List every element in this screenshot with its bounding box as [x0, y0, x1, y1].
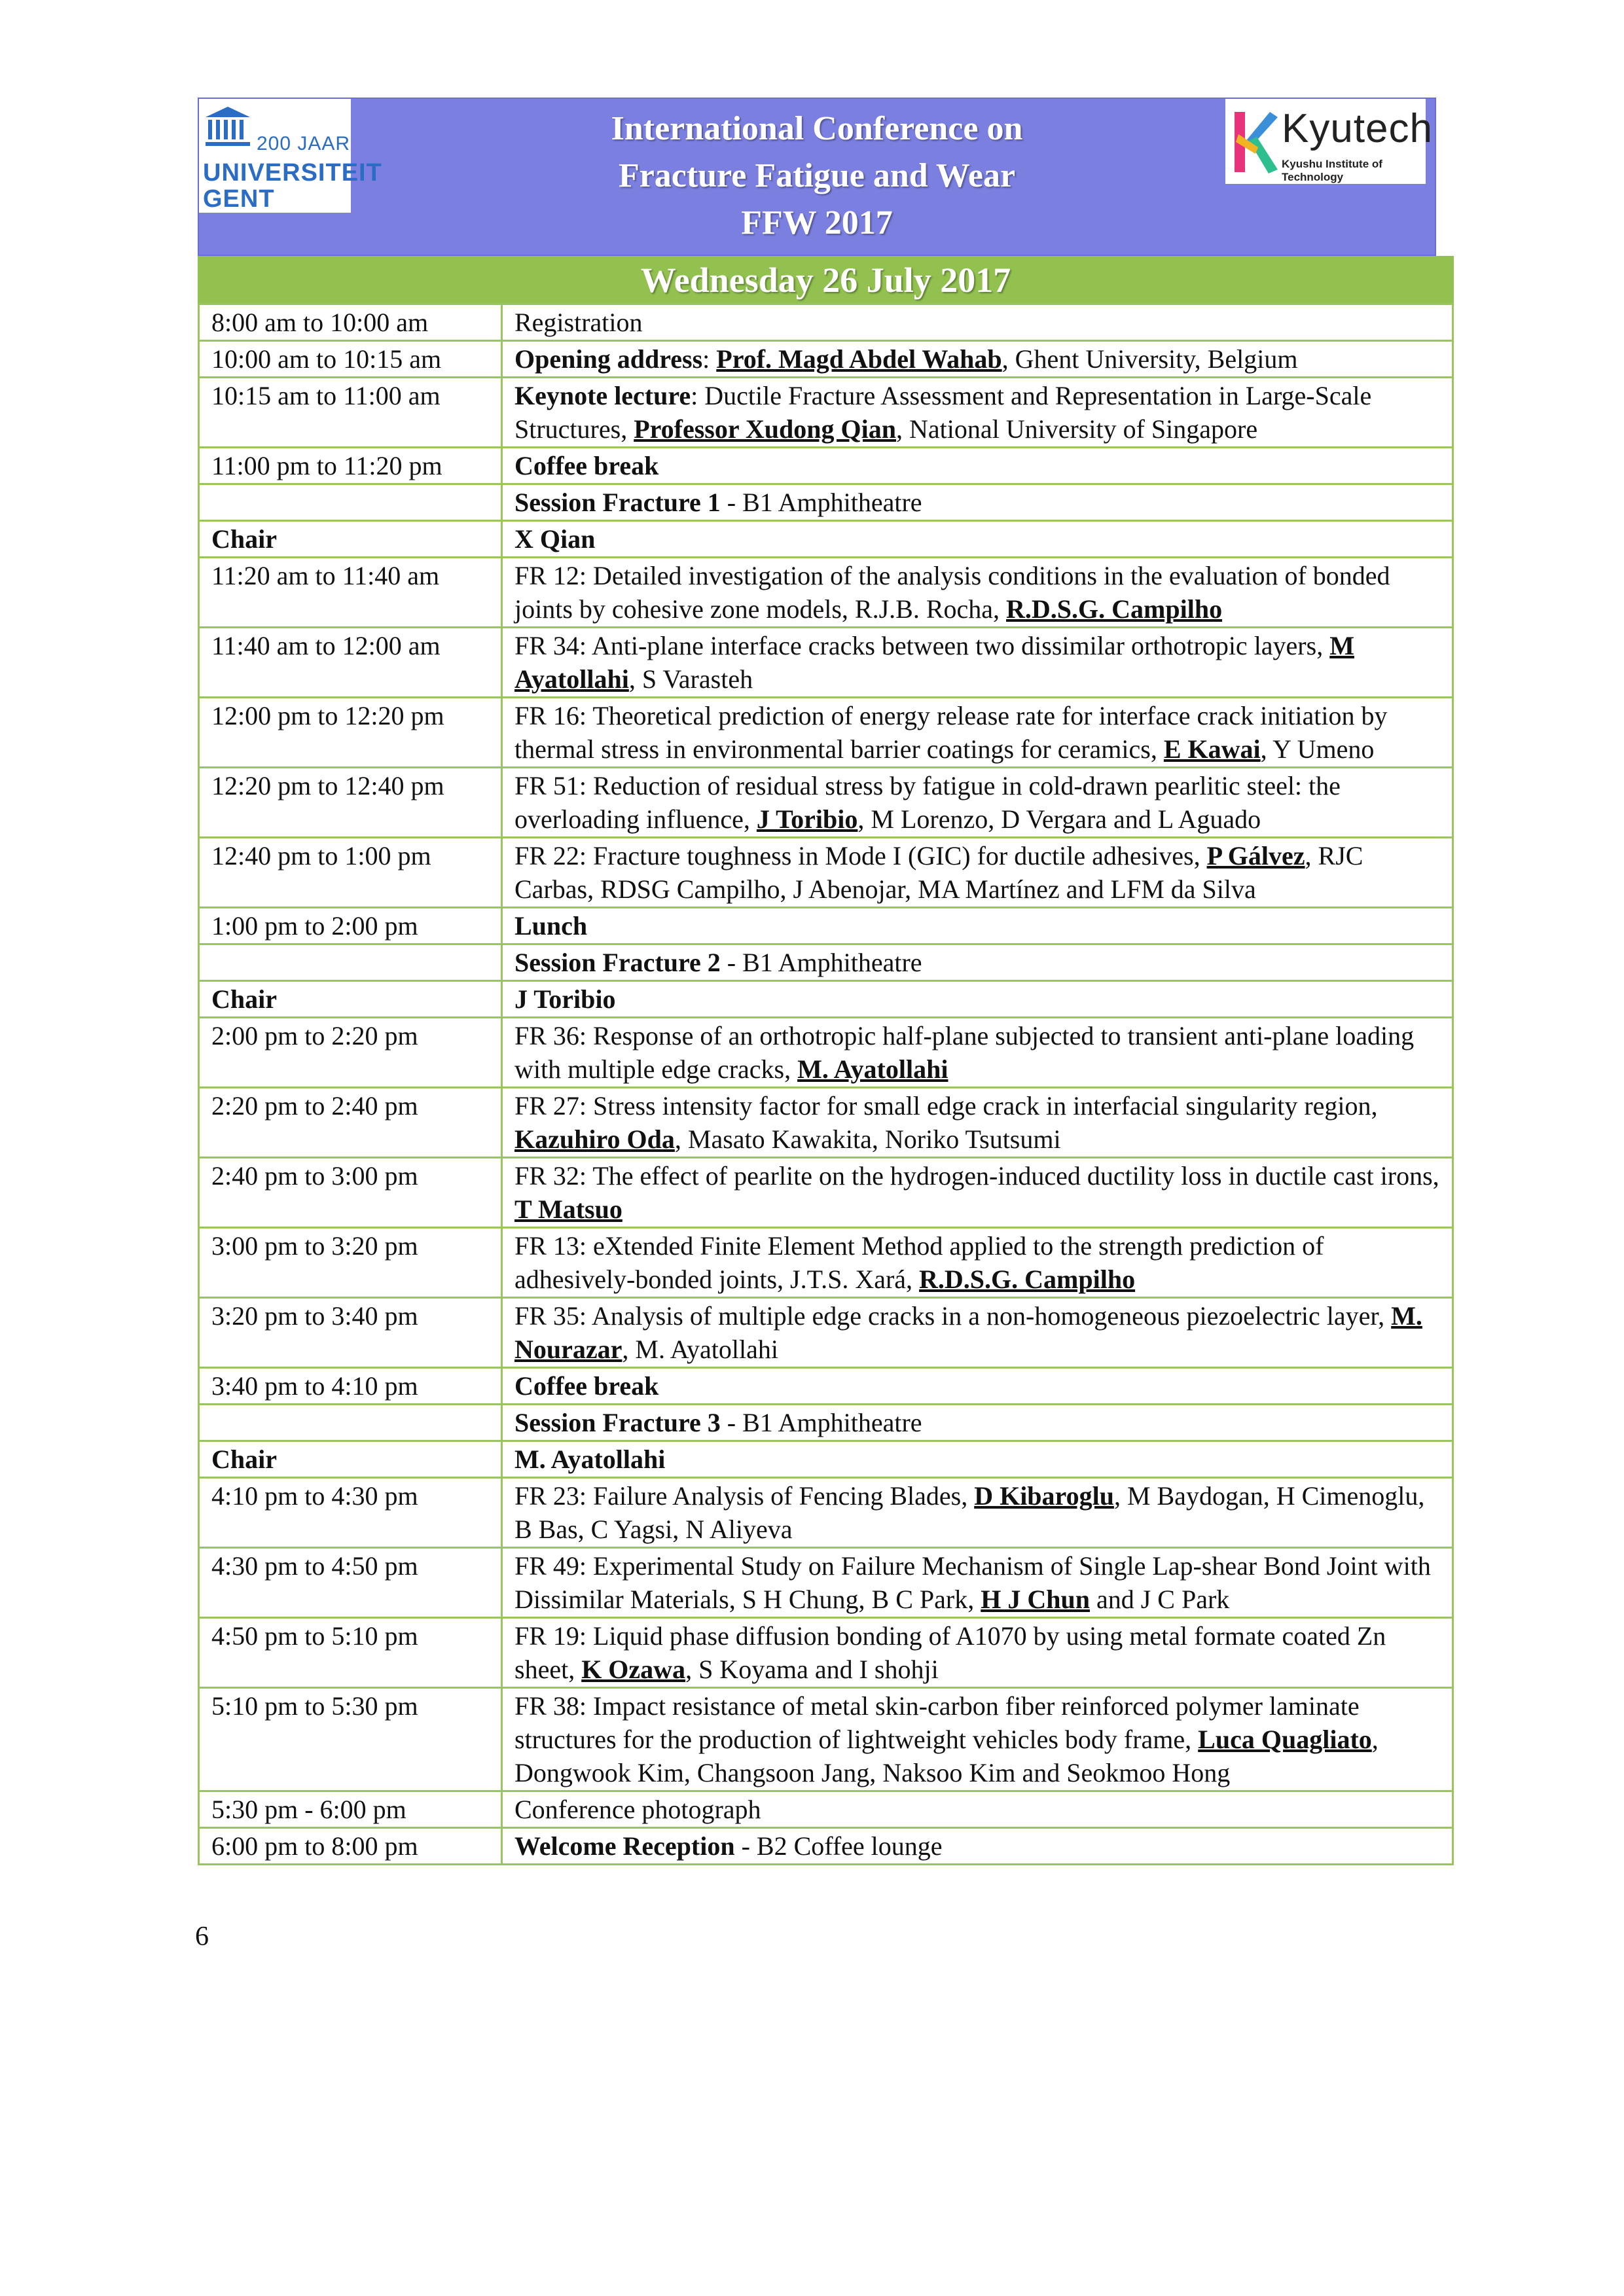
schedule-row — [199, 1478, 1453, 1548]
description-text: , S Koyama and I shohji — [685, 1655, 939, 1684]
description-cell — [502, 378, 1453, 448]
presenter-name: Prof. Magd Abdel Wahab — [716, 344, 1002, 374]
schedule-row — [199, 484, 1453, 521]
bold-label: M. Ayatollahi — [514, 1444, 666, 1474]
description-text: FR 35: Analysis of multiple edge cracks in a non-homogeneous piezoelectric layer, — [514, 1301, 1392, 1331]
time-cell: 8:00 am to 10:00 am — [199, 304, 502, 341]
bold-label: Opening address — [514, 344, 703, 374]
description-cell — [502, 1828, 1453, 1865]
presenter-name: Professor Xudong Qian — [634, 414, 896, 444]
bold-label: X Qian — [514, 524, 596, 554]
description-text: FR 23: Failure Analysis of Fencing Blades, — [514, 1481, 975, 1511]
description-cell — [502, 1368, 1453, 1405]
description-cell — [502, 1688, 1453, 1791]
presenter-name: R.D.S.G. Campilho — [919, 1265, 1136, 1294]
schedule-row — [199, 1405, 1453, 1441]
schedule-row — [199, 448, 1453, 484]
conference-banner — [198, 98, 1436, 256]
schedule-row — [199, 1441, 1453, 1478]
kyutech-k-mark-icon — [1229, 108, 1279, 176]
time-cell: 2:20 pm to 2:40 pm — [199, 1088, 502, 1158]
schedule-row — [199, 1228, 1453, 1298]
time-cell: 12:00 pm to 12:20 pm — [199, 698, 502, 768]
description-text: FR 34: Anti-plane interface cracks between two dissimilar orthotropic layers, — [514, 631, 1330, 660]
presenter-name: T Matsuo — [514, 1194, 623, 1224]
description-text: , RJC Carbas, RDSG Campilho, J Abenojar, MA Martínez and LFM da Silva — [514, 841, 1363, 904]
time-cell: 12:40 pm to 1:00 pm — [199, 838, 502, 908]
logo-university-text: UNIVERSITEIT — [203, 159, 382, 187]
time-cell: 11:20 am to 11:40 am — [199, 558, 502, 628]
schedule-row — [199, 1548, 1453, 1618]
description-cell — [502, 1441, 1453, 1478]
schedule-row — [199, 1828, 1453, 1865]
time-cell: 10:15 am to 11:00 am — [199, 378, 502, 448]
bold-label: Session Fracture 1 — [514, 488, 721, 517]
schedule-row — [199, 628, 1453, 698]
description-cell — [502, 304, 1453, 341]
time-cell: 3:40 pm to 4:10 pm — [199, 1368, 502, 1405]
description-text: FR 22: Fracture toughness in Mode I (GIC) for ductile adhesives, — [514, 841, 1207, 870]
bold-label: J Toribio — [514, 984, 616, 1014]
time-cell: 10:00 am to 10:15 am — [199, 341, 502, 378]
bold-label: Coffee break — [514, 451, 659, 480]
schedule-row — [199, 558, 1453, 628]
description-text: , M. Ayatollahi — [622, 1335, 778, 1364]
description-cell — [502, 1618, 1453, 1688]
kyutech-name: Kyutech — [1282, 106, 1434, 151]
description-cell — [502, 698, 1453, 768]
kyutech-logo — [1225, 99, 1434, 184]
schedule-row — [199, 768, 1453, 838]
description-cell — [502, 1548, 1453, 1618]
schedule-row — [199, 304, 1453, 341]
description-text: and J C Park — [1089, 1585, 1230, 1614]
presenter-name: J Toribio — [756, 804, 858, 834]
time-cell: 4:10 pm to 4:30 pm — [199, 1478, 502, 1548]
schedule-row — [199, 838, 1453, 908]
schedule-row — [199, 1368, 1453, 1405]
description-cell — [502, 981, 1453, 1018]
schedule-row — [199, 1088, 1453, 1158]
presenter-name: K Ozawa — [581, 1655, 686, 1684]
description-text: - B1 Amphitheatre — [720, 1408, 922, 1437]
description-text: , M Baydogan, H Cimenoglu, B Bas, C Yagsi, N Aliyeva — [514, 1481, 1425, 1544]
schedule-row — [199, 521, 1453, 558]
description-cell — [502, 1405, 1453, 1441]
bold-label: Session Fracture 3 — [514, 1408, 721, 1437]
description-text: , National University of Singapore — [896, 414, 1258, 444]
presenter-name: Kazuhiro Oda — [514, 1124, 675, 1154]
description-text: FR 38: Impact resistance of metal skin-carbon fiber reinforced polymer laminate structures for the production of lightweight vehicles body frame, — [514, 1691, 1360, 1754]
description-text: : Ductile Fracture Assessment and Representation in Large-Scale Structures, — [514, 381, 1372, 444]
description-cell — [502, 1298, 1453, 1368]
time-cell: 3:00 pm to 3:20 pm — [199, 1228, 502, 1298]
bold-label: Lunch — [514, 911, 588, 941]
time-cell: Chair — [199, 981, 502, 1018]
description-text: - B2 Coffee lounge — [734, 1831, 943, 1861]
time-cell: 11:40 am to 12:00 am — [199, 628, 502, 698]
schedule-row — [199, 1791, 1453, 1828]
presenter-name: M. Nourazar — [514, 1301, 1422, 1364]
description-text: FR 13: eXtended Finite Element Method applied to the strength prediction of adhesively-bonded joints, J.T.S. Xará, — [514, 1231, 1324, 1294]
description-text: : — [702, 344, 717, 374]
time-cell: Chair — [199, 521, 502, 558]
presenter-name: R.D.S.G. Campilho — [1006, 594, 1223, 624]
time-cell: 5:30 pm - 6:00 pm — [199, 1791, 502, 1828]
logo-anniversary-text: 200 JAAR — [257, 133, 351, 154]
description-cell — [502, 484, 1453, 521]
day-header — [198, 256, 1454, 303]
schedule-row — [199, 908, 1453, 944]
bold-label: Welcome Reception — [514, 1831, 735, 1861]
bold-label: Keynote lecture — [514, 381, 691, 410]
title-line-3: FFW 2017 — [741, 204, 893, 242]
time-cell: Chair — [199, 1441, 502, 1478]
schedule-row — [199, 981, 1453, 1018]
description-cell — [502, 628, 1453, 698]
time-cell: 2:40 pm to 3:00 pm — [199, 1158, 502, 1228]
description-cell — [502, 1018, 1453, 1088]
description-cell — [502, 448, 1453, 484]
schedule-row — [199, 1618, 1453, 1688]
time-cell: 6:00 pm to 8:00 pm — [199, 1828, 502, 1865]
schedule-body — [199, 304, 1453, 1865]
time-cell: 1:00 pm to 2:00 pm — [199, 908, 502, 944]
description-text: FR 36: Response of an orthotropic half-plane subjected to transient anti-plane loading with multiple edge cracks, — [514, 1021, 1415, 1084]
bold-label: Coffee break — [514, 1371, 659, 1401]
description-text: , Y Umeno — [1260, 734, 1375, 764]
time-cell — [199, 1405, 502, 1441]
bold-label: Session Fracture 2 — [514, 948, 721, 977]
description-cell — [502, 768, 1453, 838]
description-cell — [502, 521, 1453, 558]
time-cell — [199, 944, 502, 981]
presenter-name: P Gálvez — [1206, 841, 1305, 870]
description-text: , Dongwook Kim, Changsoon Jang, Naksoo Kim and Seokmoo Hong — [514, 1725, 1379, 1787]
time-cell: 4:50 pm to 5:10 pm — [199, 1618, 502, 1688]
time-cell: 3:20 pm to 3:40 pm — [199, 1298, 502, 1368]
title-line-2: Fracture Fatigue and Wear — [618, 157, 1016, 194]
kyutech-subtitle: Kyushu Institute of Technology — [1282, 158, 1382, 183]
presenter-name: D Kibaroglu — [974, 1481, 1114, 1511]
description-text: - B1 Amphitheatre — [720, 488, 922, 517]
schedule-row — [199, 1158, 1453, 1228]
schedule-row — [199, 341, 1453, 378]
time-cell: 5:10 pm to 5:30 pm — [199, 1688, 502, 1791]
schedule-table — [198, 303, 1454, 1865]
time-cell: 4:30 pm to 4:50 pm — [199, 1548, 502, 1618]
description-text: FR 12: Detailed investigation of the analysis conditions in the evaluation of bonded joints by cohesive zone models, R.J.B. Rocha, — [514, 561, 1390, 624]
description-cell — [502, 1088, 1453, 1158]
description-text: FR 49: Experimental Study on Failure Mechanism of Single Lap-shear Bond Joint with Dissimilar Materials, S H Chung, B C Park, — [514, 1551, 1431, 1614]
description-cell — [502, 1158, 1453, 1228]
description-text: , S Varasteh — [628, 664, 753, 694]
schedule-row — [199, 1688, 1453, 1791]
description-cell — [502, 944, 1453, 981]
description-cell — [502, 908, 1453, 944]
description-text: Registration — [514, 308, 643, 337]
page-number: 6 — [195, 1922, 209, 1952]
description-cell — [502, 558, 1453, 628]
day-title: Wednesday 26 July 2017 — [640, 260, 1011, 300]
description-text: , M Lorenzo, D Vergara and L Aguado — [857, 804, 1261, 834]
schedule-row — [199, 944, 1453, 981]
schedule-row — [199, 698, 1453, 768]
description-text: FR 19: Liquid phase diffusion bonding of A1070 by using metal formate coated Zn sheet, — [514, 1621, 1386, 1684]
description-text: , Masato Kawakita, Noriko Tsutsumi — [674, 1124, 1061, 1154]
presenter-name: M. Ayatollahi — [797, 1054, 948, 1084]
description-text: FR 32: The effect of pearlite on the hydrogen-induced ductility loss in ductile cast irons, — [514, 1161, 1439, 1191]
schedule-row — [199, 378, 1453, 448]
description-text: Conference photograph — [514, 1795, 761, 1824]
schedule-row — [199, 1018, 1453, 1088]
presenter-name: E Kawai — [1163, 734, 1261, 764]
description-cell — [502, 1228, 1453, 1298]
description-cell — [502, 1791, 1453, 1828]
time-cell — [199, 484, 502, 521]
description-text: FR 16: Theoretical prediction of energy release rate for interface crack initiation by thermal stress in environmental barrier coatings for ceramics, — [514, 701, 1388, 764]
description-text: , Ghent University, Belgium — [1001, 344, 1298, 374]
description-text: FR 27: Stress intensity factor for small edge crack in interfacial singularity region, — [514, 1091, 1378, 1121]
logo-gent-text: GENT — [203, 185, 275, 213]
presenter-name: M Ayatollahi — [514, 631, 1354, 694]
schedule-row — [199, 1298, 1453, 1368]
description-cell — [502, 1478, 1453, 1548]
description-cell — [502, 838, 1453, 908]
time-cell: 12:20 pm to 12:40 pm — [199, 768, 502, 838]
description-cell — [502, 341, 1453, 378]
time-cell: 2:00 pm to 2:20 pm — [199, 1018, 502, 1088]
time-cell: 11:00 pm to 11:20 pm — [199, 448, 502, 484]
description-text: FR 51: Reduction of residual stress by fatigue in cold-drawn pearlitic steel: the overloading influence, — [514, 771, 1341, 834]
presenter-name: Luca Quagliato — [1198, 1725, 1372, 1754]
presenter-name: H J Chun — [981, 1585, 1090, 1614]
title-line-1: International Conference on — [611, 110, 1023, 147]
description-text: - B1 Amphitheatre — [720, 948, 922, 977]
